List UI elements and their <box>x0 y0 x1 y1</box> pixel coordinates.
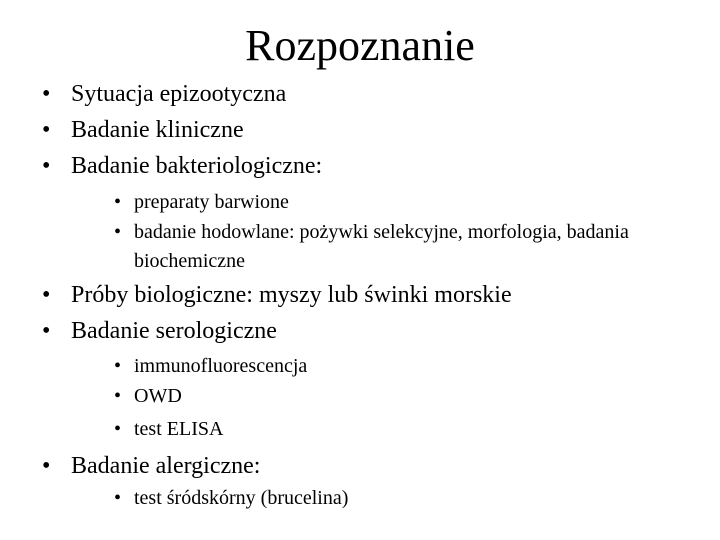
bullet-dot-icon: • <box>42 282 51 308</box>
bullet-dot-icon: • <box>114 418 122 440</box>
sub-bullet-text: immunofluorescencja <box>134 355 308 377</box>
bullet-text: Sytuacja epizootyczna <box>71 81 287 107</box>
bullet-text: Próby biologiczne: myszy lub świnki morskie <box>71 282 512 308</box>
bullet-text: Badanie bakteriologiczne: <box>71 153 323 179</box>
bullet-dot-icon: • <box>114 355 122 377</box>
bullet-text: Badanie kliniczne <box>71 117 244 143</box>
bullet-text: Badanie alergiczne: <box>71 453 261 479</box>
bullet-dot-icon: • <box>42 117 51 143</box>
bullet-dot-icon: • <box>42 81 51 107</box>
bullet-dot-icon: • <box>42 318 51 344</box>
bullet-dot-icon: • <box>42 453 51 479</box>
slide-title: Rozpoznanie <box>245 21 475 70</box>
sub-bullet-text: badanie hodowlane: pożywki selekcyjne, morfologia, badania biochemiczne <box>134 221 629 272</box>
bullet-dot-icon: • <box>114 221 122 243</box>
bullet-dot-icon: • <box>114 385 122 407</box>
bullet-dot-icon: • <box>114 487 122 509</box>
bullet-dot-icon: • <box>42 153 51 179</box>
sub-bullet-text: test śródskórny (brucelina) <box>134 487 349 509</box>
sub-bullet-text: preparaty barwione <box>134 191 289 213</box>
bullet-text: Badanie serologiczne <box>71 318 277 344</box>
bullet-dot-icon: • <box>114 191 122 213</box>
sub-bullet-text: OWD <box>134 385 182 407</box>
sub-bullet-text: test ELISA <box>134 418 224 440</box>
